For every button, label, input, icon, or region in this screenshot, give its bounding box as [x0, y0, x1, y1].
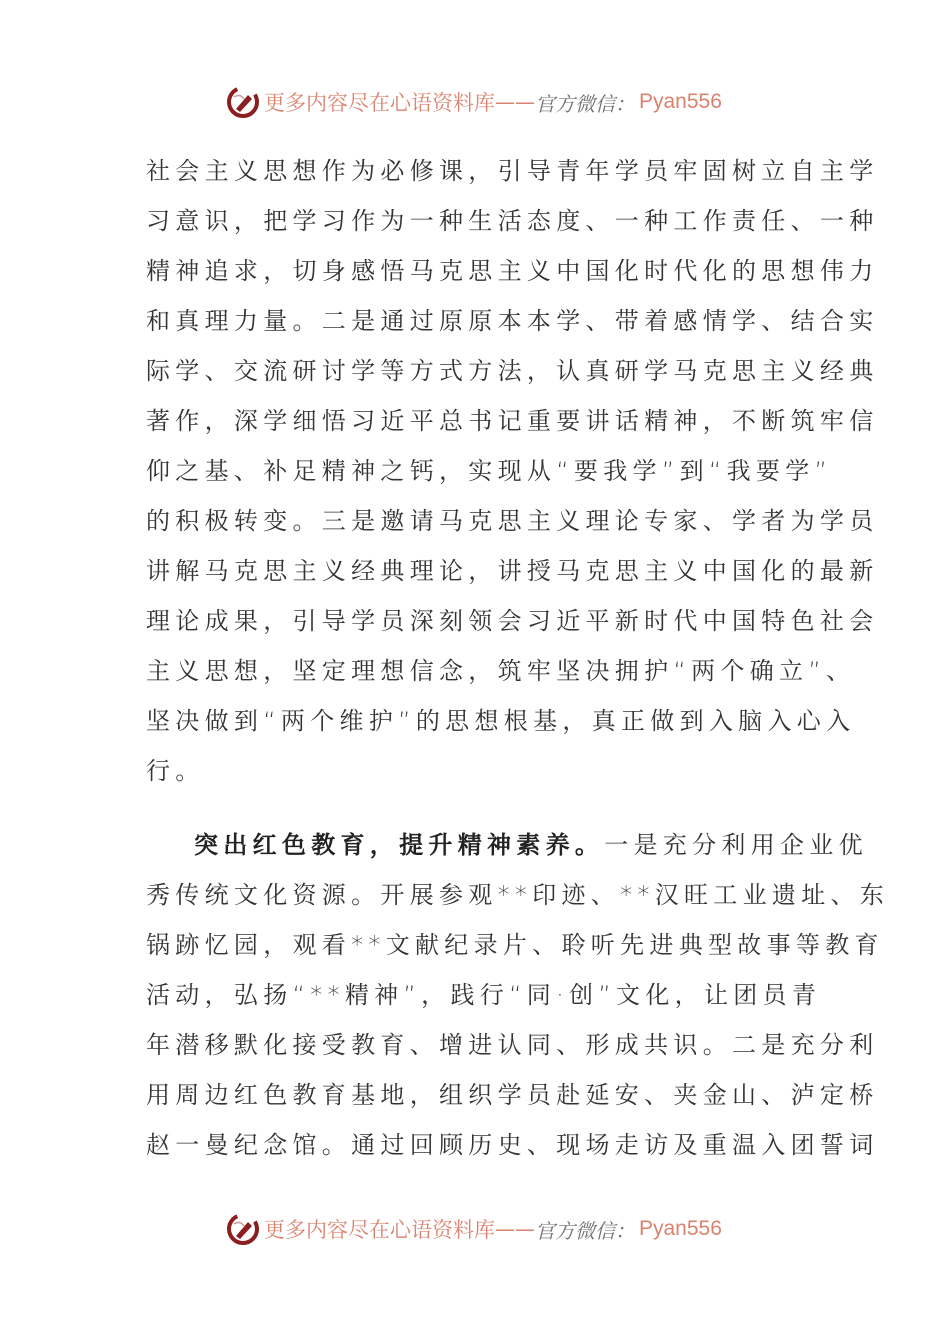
text-line: 仰之基、补足精神之钙，实现从“要我学”到“我要学”: [146, 457, 833, 485]
watermark-label: 官方微信：: [535, 1218, 635, 1243]
text-line: 社会主义思想作为必修课，引导青年学员牢固树立自主学: [146, 157, 879, 185]
text-line: 的积极转变。三是邀请马克思主义理论专家、学者为学员: [146, 507, 879, 535]
text-line: 主义思想，坚定理想信念，筑牢坚决拥护“两个确立”、: [146, 657, 856, 685]
text-line: 赵一曼纪念馆。通过回顾历史、现场走访及重温入团誓词: [146, 1131, 879, 1159]
watermark-wechat-id: Pyan556: [639, 90, 722, 113]
text-line: 理论成果，引导学员深刻领会习近平新时代中国特色社会: [146, 607, 879, 635]
paragraph-2: [146, 820, 890, 1170]
section-heading: 突出红色教育，提升精神素养。: [194, 831, 605, 859]
text-line: 年潜移默化接受教育、增进认同、形成共识。二是充分利: [146, 1031, 879, 1059]
watermark-label: 官方微信：: [535, 91, 635, 116]
footer-watermark: [226, 1209, 722, 1249]
text-line: 用周边红色教育基地，组织学员赴延安、夹金山、泸定桥: [146, 1081, 879, 1109]
text-line: 精神追求，切身感悟马克思主义中国化时代化的思想伟力: [146, 257, 879, 285]
text-line: 锅跡忆园，观看**文献纪录片、聆听先进典型故事等教育: [146, 931, 884, 959]
watermark-main-text: 更多内容尽在心语资料库: [264, 91, 495, 115]
watermark-main-text: 更多内容尽在心语资料库: [264, 1218, 495, 1242]
text-line: 坚决做到“两个维护”的思想根基，真正做到入脑入心入: [146, 707, 856, 735]
text-line-with-heading: [146, 820, 868, 870]
watermark-wechat-id: Pyan556: [639, 1217, 722, 1240]
text-line: 习意识，把学习作为一种生活态度、一种工作责任、一种: [146, 207, 879, 235]
text-line: 活动，弘扬“**精神”，践行“同·创”文化，让团员青: [146, 981, 822, 1009]
watermark-dash: ——: [495, 1217, 535, 1241]
text-line: 行。: [146, 757, 205, 785]
text-line: 际学、交流研讨学等方式方法，认真研学马克思主义经典: [146, 357, 879, 385]
text-line: 和真理力量。二是通过原原本本学、带着感情学、结合实: [146, 307, 879, 335]
document-body: [146, 146, 890, 1170]
header-watermark: [226, 82, 722, 122]
text-fragment: 一是充分利用企业优: [604, 831, 868, 859]
text-line: 著作，深学细悟习近平总书记重要讲话精神，不断筑牢信: [146, 407, 879, 435]
paragraph-gap: [146, 796, 806, 820]
text-line: 讲解马克思主义经典理论，讲授马克思主义中国化的最新: [146, 557, 879, 585]
pen-nib-logo-icon: [226, 85, 260, 119]
text-line: 秀传统文化资源。开展参观**印迹、**汉旺工业遗址、东: [146, 881, 890, 909]
pen-nib-logo-icon: [226, 1212, 260, 1246]
paragraph-1: [146, 146, 879, 796]
watermark-dash: ——: [495, 90, 535, 114]
